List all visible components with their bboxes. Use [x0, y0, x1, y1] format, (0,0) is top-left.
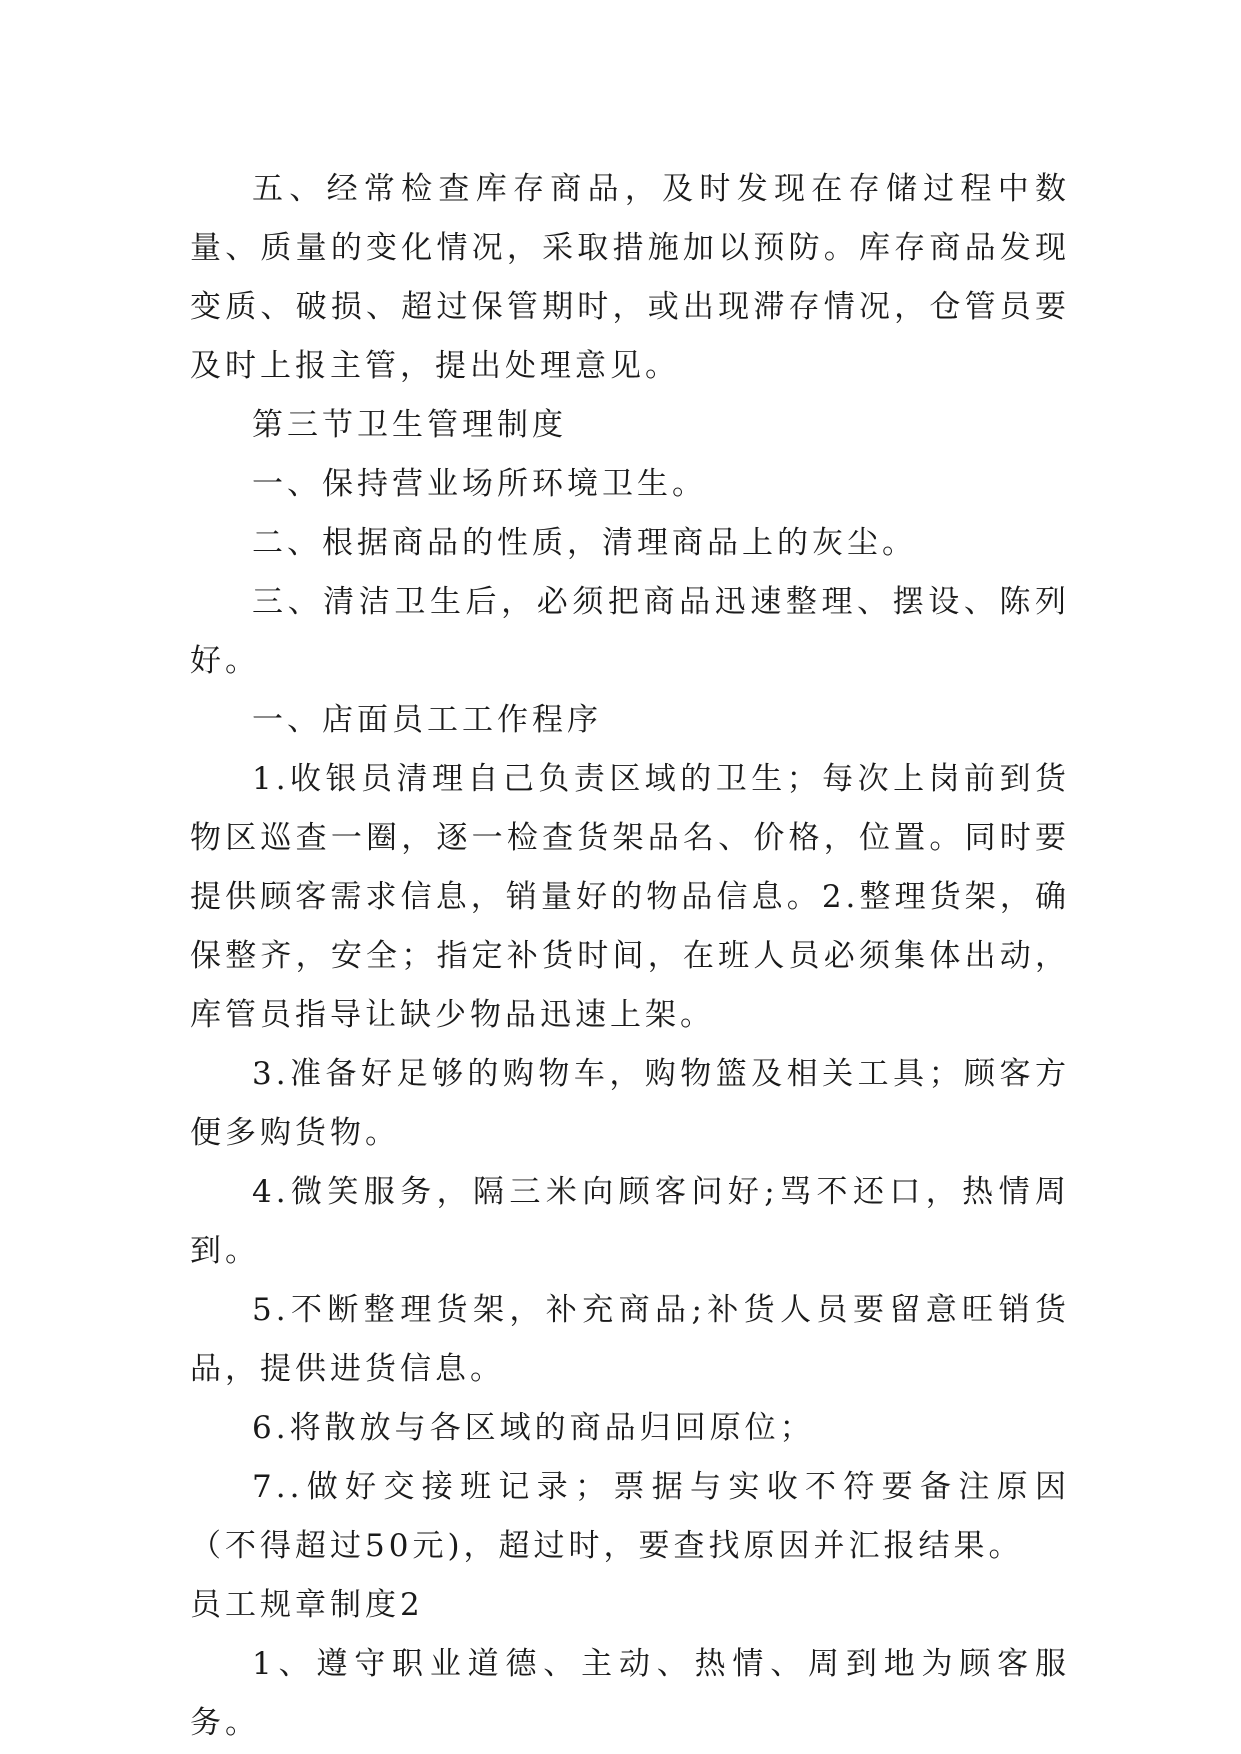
paragraph-inventory-check: 五、经常检查库存商品，及时发现在存储过程中数量、质量的变化情况，采取措施加以预防。库存商品发现变质、破损、超过保管期时，或出现滞存情况，仓管员要及时上报主管，提出处理意见。 [190, 171, 1070, 384]
paragraph-procedure-6: 6.将散放与各区域的商品归回原位； [252, 1410, 815, 1446]
paragraph-hygiene-1: 一、保持营业场所环境卫生。 [252, 466, 707, 502]
paragraph-procedure-1-2: 1.收银员清理自己负责区域的卫生；每次上岗前到货物区巡查一圈，逐一检查货架品名、价格，位置。同时要提供顾客需求信息，销量好的物品信息。2.整理货架，确保整齐，安全；指定补货时间，在班人员必须集体出动，库管员指导让缺少物品迅速上架。 [190, 761, 1070, 1033]
paragraph-hygiene-2: 二、根据商品的性质，清理商品上的灰尘。 [252, 525, 917, 561]
section-heading-hygiene: 第三节卫生管理制度 [252, 407, 567, 443]
paragraph-procedure-5: 5.不断整理货架，补充商品;补货人员要留意旺销货品，提供进货信息。 [190, 1292, 1070, 1387]
paragraph-hygiene-3: 三、清洁卫生后，必须把商品迅速整理、摆设、陈列好。 [190, 584, 1070, 679]
paragraph-procedure-7: 7..做好交接班记录；票据与实收不符要备注原因（不得超过50元)，超过时，要查找原因并汇报结果。 [190, 1469, 1070, 1564]
document-subtitle: 员工规章制度2 [190, 1587, 424, 1623]
document-body [190, 160, 1070, 1753]
section-heading-procedure: 一、店面员工工作程序 [252, 702, 602, 738]
paragraph-rule-1: 1、遵守职业道德、主动、热情、周到地为顾客服务。 [190, 1646, 1070, 1741]
paragraph-procedure-4: 4.微笑服务，隔三米向顾客问好;骂不还口，热情周到。 [190, 1174, 1070, 1269]
paragraph-procedure-3: 3.准备好足够的购物车，购物篮及相关工具；顾客方便多购货物。 [190, 1056, 1070, 1151]
